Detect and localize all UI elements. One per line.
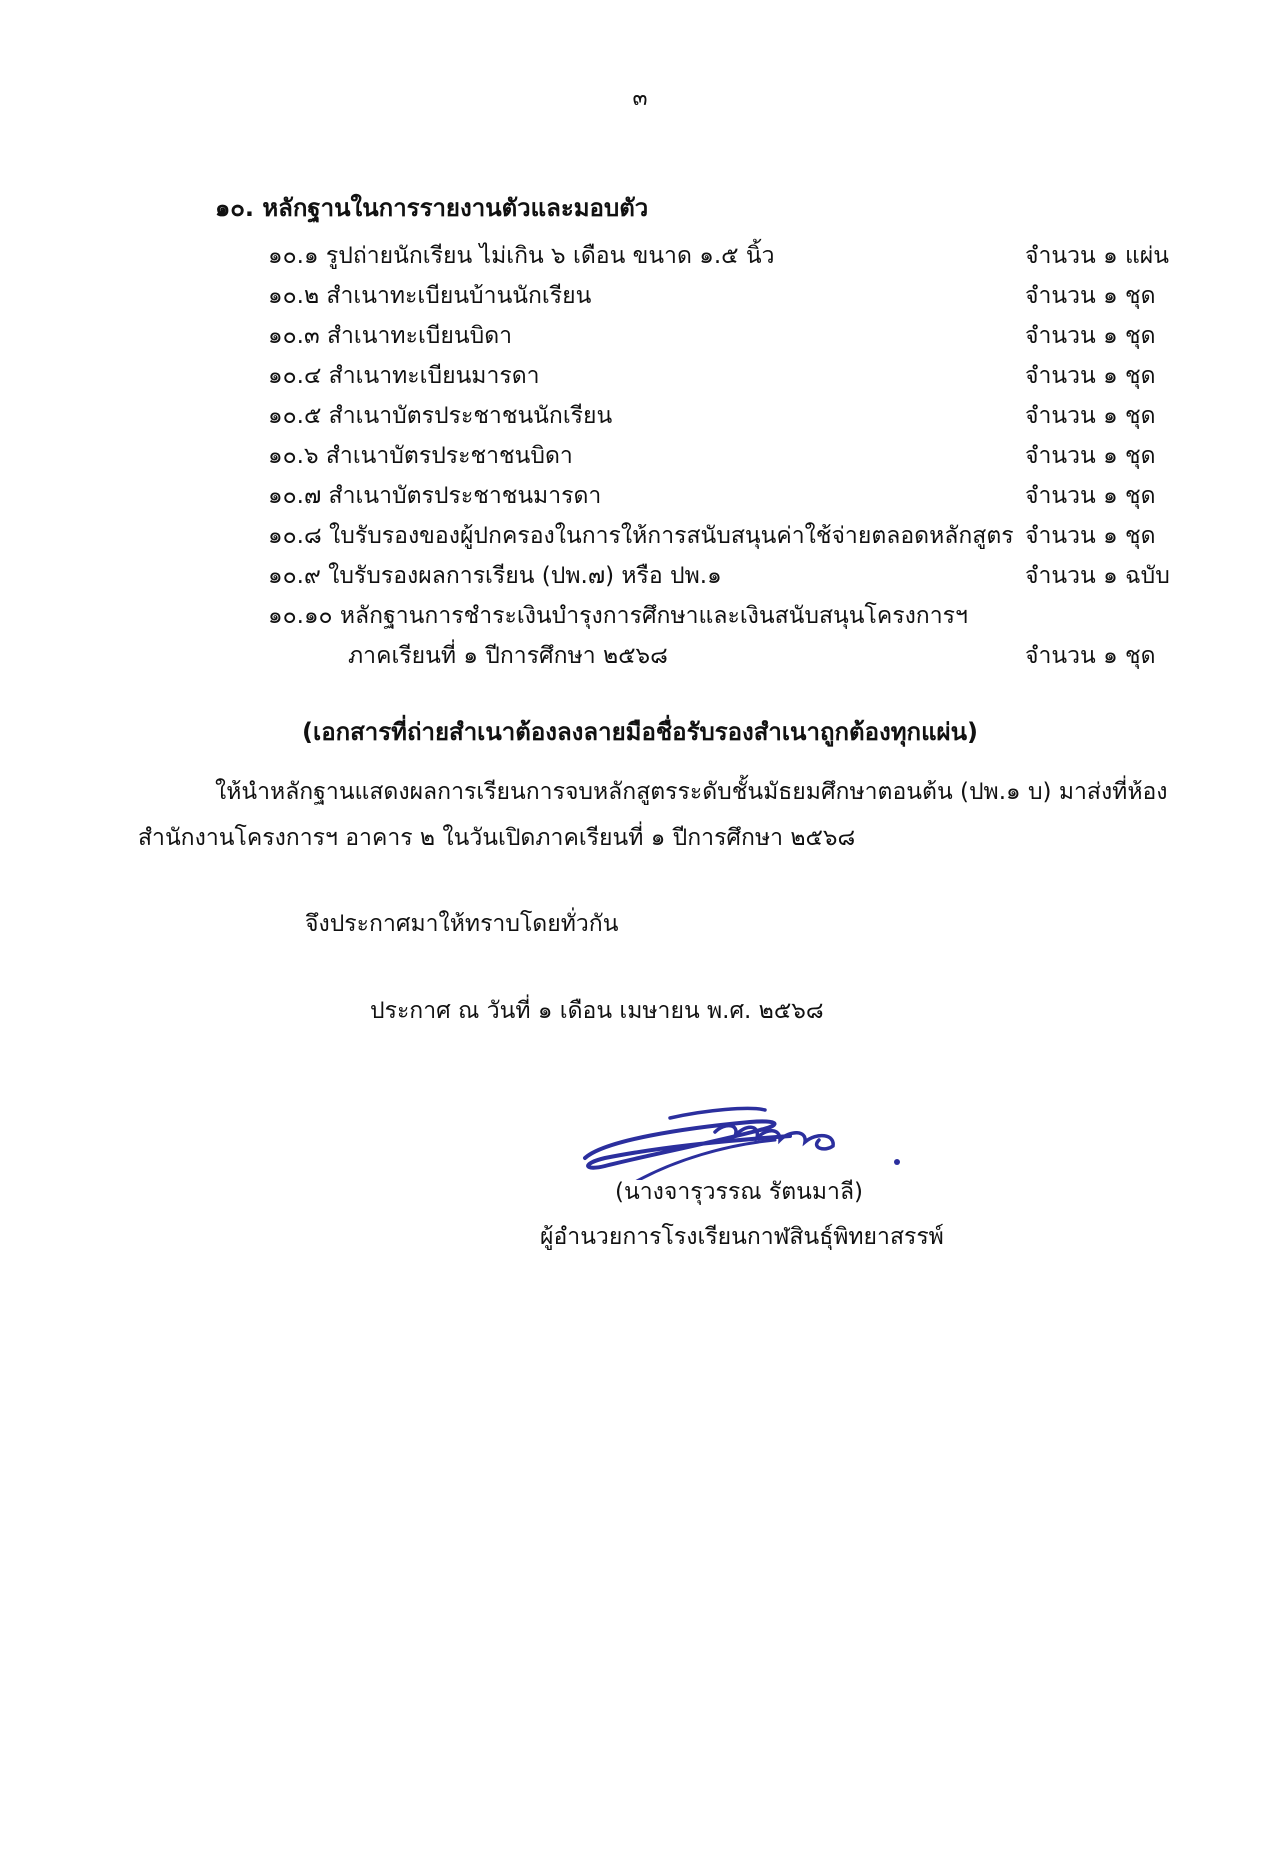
announcement-date: ประกาศ ณ วันที่ ๑ เดือน เมษายน พ.ศ. ๒๕๖๘ — [370, 998, 824, 1024]
item-10-6-text: ๑๐.๖ สำเนาบัตรประชาชนบิดา — [268, 443, 573, 469]
item-10-8-text: ๑๐.๘ ใบรับรองของผู้ปกครองในการให้การสนับสนุนค่าใช้จ่ายตลอดหลักสูตร — [268, 523, 1014, 549]
item-10-4-qty: จำนวน ๑ ชุด — [1025, 363, 1156, 389]
section-heading: ๑๐. หลักฐานในการรายงานตัวและมอบตัว — [215, 194, 649, 222]
instruction-paragraph-line2: สำนักงานโครงการฯ อาคาร ๒ ในวันเปิดภาคเรียนที่ ๑ ปีการศึกษา ๒๕๖๘ — [138, 825, 856, 851]
item-10-7-text: ๑๐.๗ สำเนาบัตรประชาชนมารดา — [268, 483, 602, 509]
item-10-1-text: ๑๐.๑ รูปถ่ายนักเรียน ไม่เกิน ๖ เดือน ขนาด ๑.๕ นิ้ว — [268, 243, 775, 269]
item-10-2-qty: จำนวน ๑ ชุด — [1025, 283, 1156, 309]
instruction-paragraph-line1: ให้นำหลักฐานแสดงผลการเรียนการจบหลักสูตรระดับชั้นมัธยมศึกษาตอนต้น (ปพ.๑ บ) มาส่งที่ห้อง — [215, 779, 1168, 805]
item-10-2-text: ๑๐.๒ สำเนาทะเบียนบ้านนักเรียน — [268, 283, 592, 309]
item-10-7-qty: จำนวน ๑ ชุด — [1025, 483, 1156, 509]
item-10-5-text: ๑๐.๕ สำเนาบัตรประชาชนนักเรียน — [268, 403, 613, 429]
item-10-5-qty: จำนวน ๑ ชุด — [1025, 403, 1156, 429]
page-number: ๓ — [632, 86, 648, 111]
item-10-8-qty: จำนวน ๑ ชุด — [1025, 523, 1156, 549]
signature-image — [575, 1100, 915, 1180]
item-10-9-qty: จำนวน ๑ ฉบับ — [1025, 563, 1170, 589]
item-10-10-continuation: ภาคเรียนที่ ๑ ปีการศึกษา ๒๕๖๘ — [348, 643, 668, 669]
item-10-10-text: ๑๐.๑๐ หลักฐานการชำระเงินบำรุงการศึกษาและเงินสนับสนุนโครงการฯ — [268, 603, 968, 629]
item-10-6-qty: จำนวน ๑ ชุด — [1025, 443, 1156, 469]
item-10-10-qty: จำนวน ๑ ชุด — [1025, 643, 1156, 669]
item-10-4-text: ๑๐.๔ สำเนาทะเบียนมารดา — [268, 363, 540, 389]
item-10-3-qty: จำนวน ๑ ชุด — [1025, 323, 1156, 349]
signer-name: (นางจารุวรรณ รัตนมาลี) — [615, 1179, 864, 1205]
item-10-9-text: ๑๐.๙ ใบรับรองผลการเรียน (ปพ.๗) หรือ ปพ.๑ — [268, 563, 722, 589]
certification-note: (เอกสารที่ถ่ายสำเนาต้องลงลายมือชื่อรับรองสำเนาถูกต้องทุกแผ่น) — [302, 718, 978, 746]
closing-statement: จึงประกาศมาให้ทราบโดยทั่วกัน — [305, 911, 619, 937]
item-10-3-text: ๑๐.๓ สำเนาทะเบียนบิดา — [268, 323, 513, 349]
signer-title: ผู้อำนวยการโรงเรียนกาฬสินธุ์พิทยาสรรพ์ — [540, 1224, 944, 1250]
item-10-1-qty: จำนวน ๑ แผ่น — [1025, 243, 1169, 269]
